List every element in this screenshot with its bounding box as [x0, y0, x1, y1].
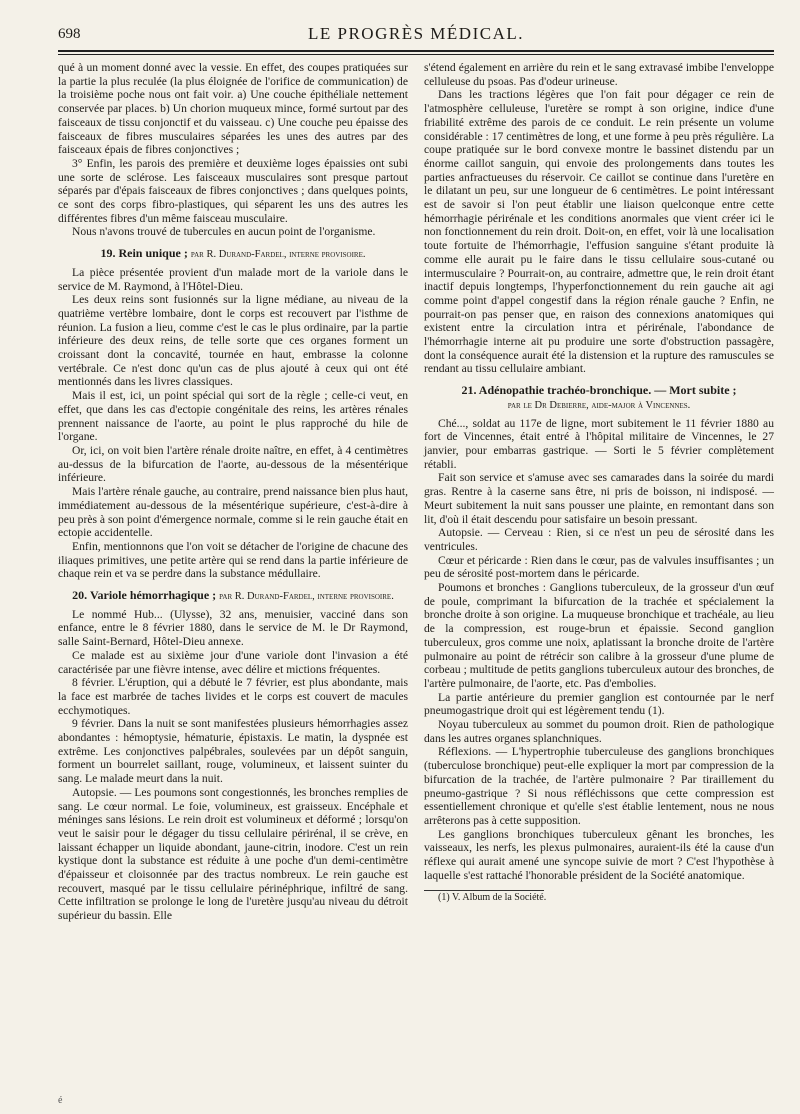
paragraph: La pièce présentée provient d'un malade mort de la variole dans le service de M. Raymond, à l'Hôtel-Dieu.	[58, 265, 408, 293]
paragraph: Or, ici, on voit bien l'artère rénale droite naître, en effet, à 4 centimètres au-dessus de la bifurcation de l'aorte, au-dessous de la mésentérique inférieure.	[58, 443, 408, 485]
section-heading-20	[58, 589, 408, 604]
section-author: par R. Durand-Fardel, interne provisoire.	[219, 591, 394, 603]
left-column	[58, 61, 408, 923]
paragraph: Mais il est, ici, un point spécial qui sort de la règle ; celle-ci veut, en effet, que dans les cas d'ectopie congénitale des reins, les artères rénales prennent naissance de l'aorte, au point le plus rapproché du hile de l'organe.	[58, 389, 408, 444]
paragraph: s'étend également en arrière du rein et le sang extravasé imbibe l'enveloppe celluleuse du psoas. Pas d'odeur urineuse.	[424, 61, 774, 88]
paragraph: 9 février. Dans la nuit se sont manifestées plusieurs hémorrhagies assez abondantes : hémoptysie, hématurie, épistaxis. Le matin, la dyspnée est extrême. Les conjonctives palpébrales, soulevées par un dépôt sanguin, forment un bourrelet saillant, rouge, volumineux, et laissent suinter du sang. Le malade meurt dans la nuit.	[58, 717, 408, 786]
paragraph: Autopsie. — Cerveau : Rien, si ce n'est un peu de sérosité dans les ventricules.	[424, 526, 774, 553]
page-header	[58, 22, 774, 46]
paragraph: Cœur et péricarde : Rien dans le cœur, pas de valvules insuffisantes ; un peu de sérosité post-mortem dans le péricarde.	[424, 553, 774, 581]
paragraph: Nous n'avons trouvé de tubercules en aucun point de l'organisme.	[72, 225, 376, 239]
paragraph: Enfin, mentionnons que l'on voit se détacher de l'origine de chacune des iliaques primitives, une petite artère qui se rend dans la partie inférieure de chaque rein et va se perdre dans la substance médullaire.	[58, 539, 408, 581]
footnote: (1) V. Album de la Société.	[438, 892, 547, 904]
paragraph: Poumons et bronches : Ganglions tuberculeux, de la grosseur d'un œuf de poule, comprimant la bifurcation de la trachée et spécialement la bronche droite à son origine. La muqueuse bronchique et trachéale, au lieu de la compression, est rouge-brun et épaissie. Second ganglion tuberculeux, gros comme une noix, aplatissant la bronche droite de l'artère pulmonaire au point de rétrécir son calibre à la grosseur d'une plume de corbeau ; multitude de petits ganglions tuberculeux autour des bronches, de l'artère pulmonaire, de l'aorte, etc. Pas d'embolies.	[424, 581, 774, 690]
section-author: par R. Durand-Fardel, interne provisoire.	[190, 249, 366, 261]
paragraph: Autopsie. — Les poumons sont congestionnés, les bronches remplies de sang. Le cœur normal. Le foie, volumineux, est graisseux. Encéphale et méninges sans lésions. Le rein droit est volumineux et déformé ; lorsqu'on veut le saisir pour le dégager du tissu cellulaire périrénal, il se crève, en laissant échapper un liquide abondant, jaune-citrin, inodore. C'est un rein kystique dont la substance est réduite à une poche d'un demi-centimètre d'épaisseur et cloisonnée par des tractus nombreux. Le rein gauche est recouvert, masqué par le tissu cellulaire périnéphrique, infiltré de sang. Cette infiltration se prolonge le long de l'uretère jusqu'au niveau du détroit supérieur du bassin. Elle	[58, 785, 408, 923]
section-author: par le Dr Debierre, aide-major à Vincennes.	[507, 399, 691, 411]
paragraph: Dans les tractions légères que l'on fait pour dégager ce rein de l'atmosphère celluleuse, l'uretère se rompt à son origine, indice d'une friabilité extrême des parois de ce conduit. Le rein présente un volume considérable : 17 centimètres de long, et une forme à peu près régulière. La coupe pratiquée sur le bord convexe montre le bassinet distendu par un énorme caillot sanguin, qui envoie des prolongements dans toutes les parties anfractueuses du réservoir. Ce caillot se continue dans l'uretère en le dilatant un peu, sur une longueur de 6 centimètres. Le point intéressant est de savoir si l'on peut établir une liaison quelconque entre cette hémorrhagie périrénale et les conditions anormales que vient créer ici le non fonctionnement du rein droit. Doit-on, en effet, voir là une localisation toute fortuite de l'hémorrhagie, l'effusion sanguine s'étant produite là comme elle aurait pu le faire dans le tissu cellulaire sous-cutané ou intermusculaire ? Pourrait-on, au contraire, admettre que, le rein droit étant inactif depuis longtemps, l'hyperfonctionnement du rein gauche ait agi comme point d'appel congestif dans la région rénale gauche ? Enfin, ne pourrait-on pas penser que, en raison des connexions anatomiques qui existent entre la circulation intra et périrénale, l'abondance de l'hémorrhagie interne ait pu produire une sorte d'obstruction passagère, dont la conséquence aurait été la distension et la rupture des ramuscules se rendant au tissu cellulaire ambiant.	[424, 88, 774, 376]
paragraph: Le nommé Hub... (Ulysse), 32 ans, menuisier, vacciné dans son enfance, entre le 8 février 1880, dans le service de M. le Dr Raymond, salle Saint-Bernard, Hôtel-Dieu annexe.	[58, 607, 408, 649]
page-number: 698	[58, 26, 81, 42]
paragraph: Mais l'artère rénale gauche, au contraire, prend naissance bien plus haut, immédiatement au-dessous de la mésentérique supérieure, c'est-à-dire à peu près à son point d'émergence normale, comme si le rein gauche était en ectopie accidentelle.	[58, 485, 408, 540]
paragraph: La partie antérieure du premier ganglion est contournée par le nerf pneumogastrique droit qui est légèrement tendu (1).	[424, 690, 774, 718]
paragraph: Noyau tuberculeux au sommet du poumon droit. Rien de pathologique dans les autres organes splanchniques.	[424, 718, 774, 745]
section-title: 20. Variole hémorrhagique ;	[72, 588, 217, 603]
footer-mark: é	[58, 1095, 63, 1106]
running-title: LE PROGRÈS MÉDICAL.	[308, 24, 524, 43]
paragraph: Les ganglions bronchiques tuberculeux gênant les bronches, les vaisseaux, les nerfs, les plexus pulmonaires, auraient-ils été la cause d'un réflexe qui aurait amené une syncope suivie de mort ? C'est l'hypothèse à laquelle s'est rattaché l'honorable président de la Société anatomique.	[424, 827, 774, 882]
paragraph: 3° Enfin, les parois des première et deuxième loges épaissies ont subi une sorte de sclérose. Les faisceaux musculaires sont presque partout séparés par d'épais faisceaux de fibres conjonctives ; dans quelques points, ce sont des corps fibro-plastiques, qui séparent les uns des autres les différentes fibres d'un même faisceau musculaire.	[58, 156, 408, 225]
right-column	[424, 61, 774, 923]
paragraph: 8 février. L'éruption, qui a débuté le 7 février, est plus abondante, mais la face est marbrée de taches livides et le corps est couvert de macules ecchymotiques.	[58, 676, 408, 717]
paragraph: Fait son service et s'amuse avec ses camarades dans la soirée du mardi gras. Rentre à la caserne sans être, ni pris de boisson, ni indisposé. — Meurt subitement la nuit sans pousser une plainte, en remontant dans son lit, d'où il était descendu pour satisfaire un besoin pressant.	[424, 471, 774, 526]
text-columns	[58, 61, 774, 923]
paragraph: qué à un moment donné avec la vessie. En effet, des coupes pratiquées sur la partie la plus reculée (la plus éloignée de l'orifice de communication) de la troisième poche nous ont fait voir. a) Une couche épithéliale nettement conservée par places. b) Un chorion muqueux mince, formé surtout par des faisceaux de tissu conjonctif et du vaisseau. c) Une couche peu épaisse des faisceaux de fibres musculaires séparées les unes des autres par des faisceaux épais de fibres conjonctives ;	[58, 61, 408, 157]
header-rule	[58, 50, 774, 52]
section-title: 19. Rein unique ;	[100, 246, 188, 261]
paragraph: Les deux reins sont fusionnés sur la ligne médiane, au niveau de la quatrième vertèbre lombaire, dont le corps est recouvert par l'isthme de réunion. La fusion a lieu, comme c'est le cas le plus ordinaire, par la partie inférieure des deux reins, de telle sorte que ces organes forment un croissant dont la concavité, tournée en haut, embrasse la colonne vertébrale. Ce n'est donc qu'un cas de plus ajouté à ceux qui ont été mentionnés dans les livres classiques.	[58, 293, 408, 389]
section-heading-19	[58, 247, 408, 262]
section-title: 21. Adénopathie trachéo-bronchique. — Mort subite ;	[461, 383, 737, 398]
paragraph: Réflexions. — L'hypertrophie tuberculeuse des ganglions bronchiques (tuberculose bronchique) peut-elle expliquer la mort par compression de la bifurcation de la trachée, de l'artère pulmonaire ? Par tiraillement du pneumo-gastrique ? Si nous réfléchissons que cette compression est essentiellement chronique et qu'elle s'est établie lentement, nous ne nous arrêterons pas à cette supposition.	[424, 745, 774, 827]
paragraph: Ce malade est au sixième jour d'une variole dont l'invasion a été caractérisée par une fièvre intense, avec délire et mictions fréquentes.	[58, 648, 408, 676]
paragraph: Ché..., soldat au 117e de ligne, mort subitement le 11 février 1880 au fort de Vincennes, était entré à l'hôpital militaire de Vincennes, le 27 janvier, pour embarras gastrique. — Sorti le 5 février complètement rétabli.	[424, 416, 774, 471]
section-heading-21	[424, 384, 774, 412]
header-rule-thin	[58, 54, 774, 55]
